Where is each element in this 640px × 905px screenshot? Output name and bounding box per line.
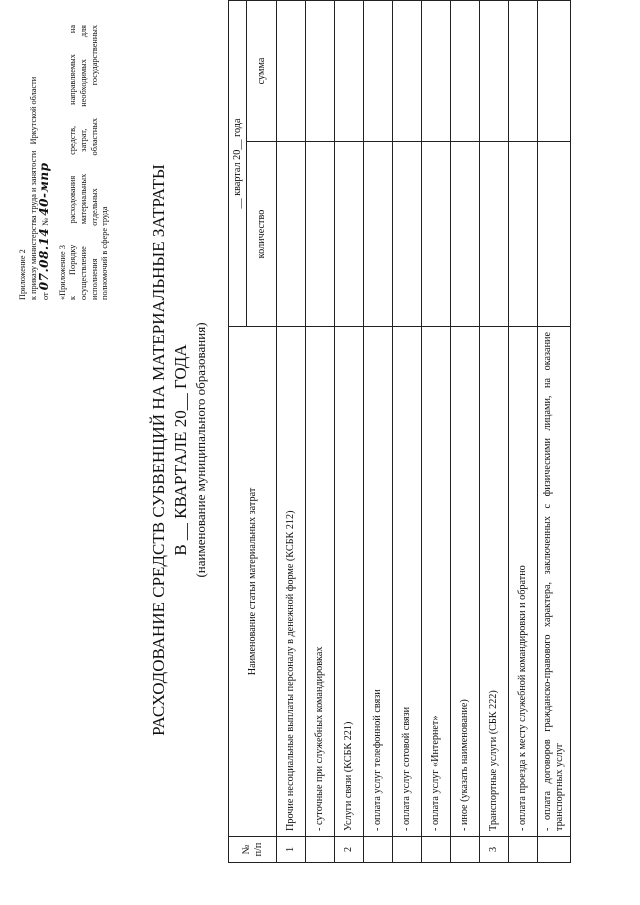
row-name: - оплата проезда к месту служебной командировки и обратно bbox=[509, 327, 538, 837]
order-region-text: Иркутской области bbox=[28, 76, 38, 145]
row-number bbox=[364, 837, 393, 863]
quantity-cell[interactable] bbox=[364, 142, 393, 327]
sum-cell[interactable] bbox=[277, 0, 306, 141]
table-row bbox=[277, 0, 306, 862]
title-line-1: РАСХОДОВАНИЕ СРЕДСТВ СУБВЕНЦИЙ НА МАТЕРИАЛЬНЫЕ ЗАТРАТЫ bbox=[149, 164, 168, 736]
table-row bbox=[335, 0, 364, 862]
row-number bbox=[509, 837, 538, 863]
row-number bbox=[306, 837, 335, 863]
row-number bbox=[393, 837, 422, 863]
quantity-cell[interactable] bbox=[422, 142, 451, 327]
row-number bbox=[538, 837, 571, 863]
row-number: 2 bbox=[335, 837, 364, 863]
table-row bbox=[538, 0, 571, 862]
table-row bbox=[306, 0, 335, 862]
sum-cell[interactable] bbox=[422, 0, 451, 141]
order-date-line bbox=[39, 25, 52, 300]
order-number-handwritten: 40-мпр bbox=[37, 162, 52, 216]
row-name: - иное (указать наименование) bbox=[451, 327, 480, 837]
sum-cell[interactable] bbox=[538, 0, 571, 141]
quantity-cell[interactable] bbox=[393, 142, 422, 327]
table-row bbox=[422, 0, 451, 862]
quantity-cell[interactable] bbox=[277, 142, 306, 327]
table-row bbox=[451, 0, 480, 862]
sum-cell[interactable] bbox=[393, 0, 422, 141]
table-row bbox=[480, 0, 509, 862]
appendix3-line: «Приложение 3 bbox=[57, 245, 67, 300]
sum-cell[interactable] bbox=[509, 0, 538, 141]
sum-cell[interactable] bbox=[451, 0, 480, 141]
sum-cell[interactable] bbox=[364, 0, 393, 141]
quantity-cell[interactable] bbox=[306, 142, 335, 327]
row-number bbox=[422, 837, 451, 863]
table-row bbox=[364, 0, 393, 862]
column-header-quantity: количество bbox=[247, 142, 277, 327]
appendix-line: Приложение 2 bbox=[18, 249, 27, 300]
quantity-cell[interactable] bbox=[509, 142, 538, 327]
row-number: 1 bbox=[277, 837, 306, 863]
document-title bbox=[148, 55, 192, 845]
row-name: Услуги связи (КСБК 221) bbox=[335, 327, 364, 837]
row-name: - оплата услуг сотовой связи bbox=[393, 327, 422, 837]
row-number bbox=[451, 837, 480, 863]
quantity-cell[interactable] bbox=[538, 142, 571, 327]
procedure-line-4: полномочий в сфере труда bbox=[100, 206, 110, 300]
procedure-line-3: исполнения отдельных областных государственных bbox=[89, 25, 99, 300]
order-from-label: от bbox=[41, 292, 51, 300]
procedure-line-2: осуществление материальных затрат, необходимых для bbox=[78, 25, 88, 300]
row-name: - оплата услуг «Интернет» bbox=[422, 327, 451, 837]
column-header-number: № п/п bbox=[229, 837, 277, 863]
order-ministry-text: к приказу министерства труда и занятости bbox=[28, 150, 38, 300]
column-header-name: Наименование статьи материальных затрат bbox=[229, 327, 277, 837]
sum-cell[interactable] bbox=[480, 0, 509, 141]
quantity-cell[interactable] bbox=[335, 142, 364, 327]
column-header-sum: сумма bbox=[247, 0, 277, 141]
sum-cell[interactable] bbox=[306, 0, 335, 141]
row-name: - суточные при служебных командировках bbox=[306, 327, 335, 837]
procedure-line-1: к Порядку расходования средств, направляемых на bbox=[68, 25, 78, 300]
quantity-cell[interactable] bbox=[451, 142, 480, 327]
order-number-label: № bbox=[41, 217, 51, 226]
quantity-cell[interactable] bbox=[480, 142, 509, 327]
row-name: - оплата услуг телефонной связи bbox=[364, 327, 393, 837]
table-row bbox=[393, 0, 422, 862]
column-header-period: __ квартал 20__ года bbox=[229, 0, 247, 326]
row-name: Прочие несоциальные выплаты персоналу в денежной форме (КСБК 212) bbox=[277, 327, 306, 837]
row-name: - оплата договоров гражданско-правового характера, заключенных с физическими лицами, на оказание транспортных услуг bbox=[538, 327, 571, 837]
sum-cell[interactable] bbox=[335, 0, 364, 141]
title-line-2: В __ КВАРТАЛЕ 20__ ГОДА bbox=[171, 344, 190, 556]
municipality-caption: (наименование муниципального образования) bbox=[193, 322, 208, 578]
table-row bbox=[509, 0, 538, 862]
row-name: Транспортные услуги (СБК 222) bbox=[480, 327, 509, 837]
appendix-header bbox=[18, 25, 111, 300]
row-number: 3 bbox=[480, 837, 509, 863]
expenses-table bbox=[228, 0, 571, 863]
order-date-handwritten: 07.08.14 bbox=[37, 227, 52, 291]
